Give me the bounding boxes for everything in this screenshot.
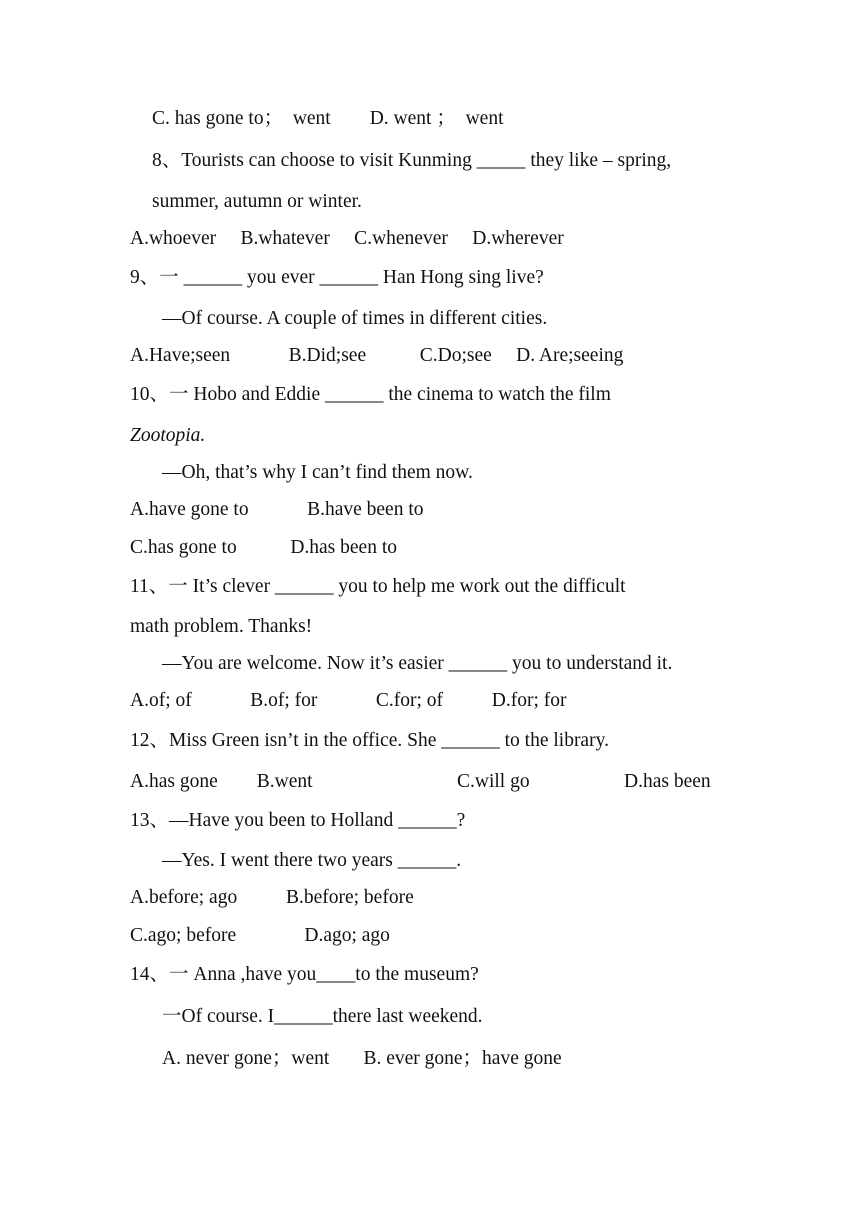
q10-reply: —Oh, that’s why I can’t find them now. bbox=[162, 462, 473, 483]
q12-option-c: C.will go bbox=[457, 771, 530, 792]
q13-reply: —Yes. I went there two years ______. bbox=[162, 850, 462, 871]
q11-stem: 11、一 It’s clever ______ you to help me work out the difficult bbox=[130, 576, 626, 597]
q9-options: A.Have;seen B.Did;see C.Do;see D. Are;seeing bbox=[130, 345, 624, 366]
q14-stem: 14、一 Anna ,have you____to the museum? bbox=[130, 964, 479, 985]
q7-options-cd: C. has gone to； went D. went ； went bbox=[152, 108, 504, 129]
q8-options: A.whoever B.whatever C.whenever D.wherever bbox=[130, 228, 564, 249]
q8-stem: 8、Tourists can choose to visit Kunming _____ they like – spring, bbox=[152, 150, 672, 171]
q12-stem: 12、Miss Green isn’t in the office. She ______ to the library. bbox=[130, 730, 609, 751]
q12-option-d: D.has been bbox=[624, 771, 711, 792]
q13-options-cd: C.ago; before D.ago; ago bbox=[130, 925, 390, 946]
q11-options: A.of; of B.of; for C.for; of D.for; for bbox=[130, 690, 567, 711]
q10-stem: 10、一 Hobo and Eddie ______ the cinema to watch the film bbox=[130, 384, 611, 405]
q14-reply: 一Of course. I______there last weekend. bbox=[162, 1006, 483, 1027]
q9-stem: 9、一 ______ you ever ______ Han Hong sing live? bbox=[130, 267, 544, 288]
q14-options-ab: A. never gone；went B. ever gone；have gone bbox=[162, 1048, 562, 1069]
q11-stem-cont: math problem. Thanks! bbox=[130, 616, 313, 637]
q13-stem: 13、—Have you been to Holland ______? bbox=[130, 810, 466, 831]
q10-stem-film-title: Zootopia. bbox=[130, 425, 206, 446]
q11-reply: —You are welcome. Now it’s easier ______ you to understand it. bbox=[162, 653, 673, 674]
q8-stem-cont: summer, autumn or winter. bbox=[152, 191, 362, 212]
q10-options-cd: C.has gone to D.has been to bbox=[130, 537, 398, 558]
q12-options-ab: A.has gone B.went bbox=[130, 771, 313, 792]
q10-options-ab: A.have gone to B.have been to bbox=[130, 499, 424, 520]
q9-reply: —Of course. A couple of times in different cities. bbox=[162, 308, 548, 329]
q13-options-ab: A.before; ago B.before; before bbox=[130, 887, 414, 908]
